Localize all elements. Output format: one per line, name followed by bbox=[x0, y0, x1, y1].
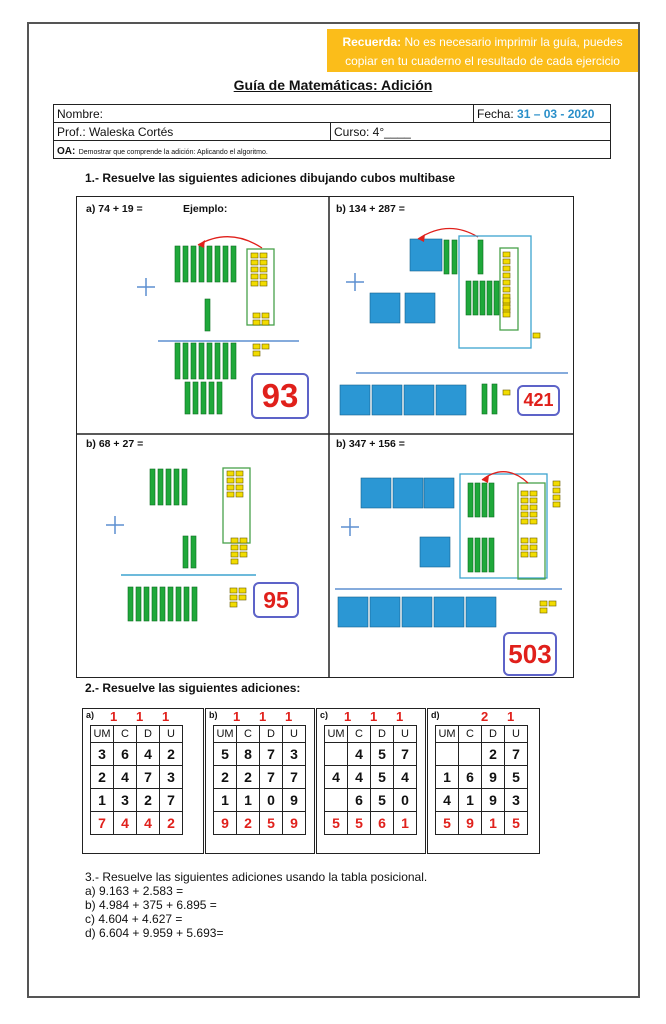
unit-cube bbox=[240, 552, 247, 557]
fecha-value: 31 – 03 - 2020 bbox=[517, 106, 595, 121]
digit-cell bbox=[325, 789, 348, 812]
ten-rod bbox=[201, 382, 206, 414]
unit-cube bbox=[540, 608, 547, 613]
ten-rod bbox=[489, 538, 494, 572]
digit-cell: 0 bbox=[260, 789, 283, 812]
ten-rod bbox=[482, 538, 487, 572]
hundred-flat bbox=[466, 597, 496, 627]
ten-rod bbox=[174, 469, 179, 505]
plus-sign-icon bbox=[346, 273, 364, 291]
ten-rod bbox=[136, 587, 141, 621]
place-value-table bbox=[213, 725, 306, 835]
digit-cell: 4 bbox=[325, 766, 348, 789]
ten-rod bbox=[185, 382, 190, 414]
unit-cube bbox=[530, 498, 537, 503]
unit-cube bbox=[260, 253, 267, 258]
reminder-bold: Recuerda: bbox=[342, 35, 402, 49]
carry-digit: 1 bbox=[370, 709, 378, 724]
hundred-flat bbox=[410, 239, 442, 271]
ten-rod bbox=[158, 469, 163, 505]
result-digit-cell: 2 bbox=[160, 812, 183, 835]
column-header: D bbox=[260, 726, 283, 743]
ten-rod bbox=[207, 246, 212, 282]
ten-rod bbox=[168, 587, 173, 621]
digit-cell: 3 bbox=[160, 766, 183, 789]
result-digit-cell: 1 bbox=[482, 812, 505, 835]
unit-cube bbox=[236, 471, 243, 476]
unit-cube bbox=[260, 281, 267, 286]
digit-cell: 7 bbox=[505, 743, 528, 766]
ten-rod bbox=[231, 246, 236, 282]
result-digit-cell: 4 bbox=[114, 812, 137, 835]
ten-rod bbox=[182, 469, 187, 505]
result-digit-cell: 2 bbox=[237, 812, 260, 835]
ten-rod bbox=[191, 343, 196, 379]
ten-rod bbox=[466, 281, 471, 315]
ten-rod bbox=[191, 246, 196, 282]
unit-cube bbox=[260, 267, 267, 272]
digit-cell: 4 bbox=[348, 743, 371, 766]
unit-cube bbox=[227, 471, 234, 476]
ten-rod bbox=[152, 587, 157, 621]
ten-rod bbox=[128, 587, 133, 621]
ten-rod bbox=[215, 343, 220, 379]
unit-cube bbox=[230, 595, 237, 600]
ten-rod bbox=[482, 384, 487, 414]
ten-rod bbox=[176, 587, 181, 621]
hundred-flat bbox=[424, 478, 454, 508]
unit-cube bbox=[251, 253, 258, 258]
unit-cube bbox=[240, 545, 247, 550]
ten-rod bbox=[468, 538, 473, 572]
unit-cube bbox=[503, 280, 510, 285]
reminder-text: No es necesario imprimir la guía, puedes copiar en tu cuaderno el resultado de cada ejercicio bbox=[345, 35, 623, 68]
digit-cell bbox=[436, 743, 459, 766]
plus-sign-icon bbox=[137, 278, 155, 296]
unit-cube bbox=[521, 498, 528, 503]
answer-a: 93 bbox=[251, 373, 309, 419]
carry-digit: 1 bbox=[233, 709, 241, 724]
digit-cell: 1 bbox=[237, 789, 260, 812]
unit-cube bbox=[503, 287, 510, 292]
hundred-flat bbox=[402, 597, 432, 627]
ten-rod bbox=[183, 246, 188, 282]
digit-cell bbox=[325, 743, 348, 766]
unit-cube bbox=[231, 559, 238, 564]
carry-digit: 2 bbox=[481, 709, 489, 724]
unit-cube bbox=[231, 545, 238, 550]
digit-cell: 2 bbox=[237, 766, 260, 789]
unit-cube bbox=[240, 538, 247, 543]
answer-d: 503 bbox=[503, 632, 557, 676]
column-header: D bbox=[137, 726, 160, 743]
fecha-label: Fecha: bbox=[477, 106, 514, 121]
unit-cube bbox=[253, 320, 260, 325]
ten-rod bbox=[475, 483, 480, 517]
unit-cube bbox=[530, 512, 537, 517]
digit-cell: 7 bbox=[260, 766, 283, 789]
ten-rod bbox=[217, 382, 222, 414]
unit-cube bbox=[239, 588, 246, 593]
digit-cell: 5 bbox=[371, 766, 394, 789]
unit-cube bbox=[262, 320, 269, 325]
unit-cube bbox=[553, 481, 560, 486]
unit-cube bbox=[503, 266, 510, 271]
hundred-flat bbox=[420, 537, 450, 567]
unit-cube bbox=[503, 298, 510, 303]
quad-a-example-label: Ejemplo: bbox=[183, 203, 228, 215]
unit-cube bbox=[503, 312, 510, 317]
unit-cube bbox=[239, 595, 246, 600]
digit-cell: 5 bbox=[214, 743, 237, 766]
unit-cube bbox=[227, 478, 234, 483]
regroup-arrow-icon bbox=[418, 228, 478, 239]
digit-cell: 3 bbox=[505, 789, 528, 812]
carry-digit: 1 bbox=[136, 709, 144, 724]
hundred-flat bbox=[404, 385, 434, 415]
curso-field: Curso: 4°____ bbox=[331, 123, 611, 141]
digit-cell: 3 bbox=[91, 743, 114, 766]
unit-cube bbox=[521, 491, 528, 496]
column-header: U bbox=[394, 726, 417, 743]
digit-cell: 4 bbox=[348, 766, 371, 789]
unit-cube bbox=[230, 602, 237, 607]
carry-digit: 1 bbox=[285, 709, 293, 724]
column-header: U bbox=[505, 726, 528, 743]
digit-cell: 5 bbox=[371, 789, 394, 812]
column-header: C bbox=[114, 726, 137, 743]
place-value-table bbox=[90, 725, 183, 835]
result-digit-cell: 6 bbox=[371, 812, 394, 835]
result-digit-cell: 7 bbox=[91, 812, 114, 835]
table-label: a) bbox=[86, 710, 95, 720]
ten-rod bbox=[175, 246, 180, 282]
digit-cell: 8 bbox=[237, 743, 260, 766]
unit-cube bbox=[253, 313, 260, 318]
digit-cell: 6 bbox=[114, 743, 137, 766]
unit-cube bbox=[521, 519, 528, 524]
unit-cube bbox=[530, 491, 537, 496]
unit-cube bbox=[521, 512, 528, 517]
ten-rod bbox=[184, 587, 189, 621]
unit-cube bbox=[251, 281, 258, 286]
hundred-flat bbox=[434, 597, 464, 627]
ten-rod bbox=[487, 281, 492, 315]
ten-rod bbox=[452, 240, 457, 274]
oa-text: Demostrar que comprende la adición: Aplicando el algoritmo. bbox=[78, 148, 268, 156]
unit-cube bbox=[230, 588, 237, 593]
section3-heading: 3.- Resuelve las siguientes adiciones usando la tabla posicional. bbox=[85, 870, 428, 884]
hundred-flat bbox=[340, 385, 370, 415]
column-header: C bbox=[348, 726, 371, 743]
result-digit-cell: 1 bbox=[394, 812, 417, 835]
unit-cube bbox=[503, 305, 510, 310]
digit-cell: 0 bbox=[394, 789, 417, 812]
unit-cube bbox=[521, 505, 528, 510]
ten-rod bbox=[205, 299, 210, 331]
unit-cube bbox=[236, 492, 243, 497]
section3-item-a: a) 9.163 + 2.583 = bbox=[85, 884, 184, 898]
ten-rod bbox=[494, 281, 499, 315]
ten-rod bbox=[223, 343, 228, 379]
unit-cube bbox=[503, 259, 510, 264]
digit-cell: 2 bbox=[160, 743, 183, 766]
digit-cell: 7 bbox=[394, 743, 417, 766]
result-digit-cell: 4 bbox=[137, 812, 160, 835]
unit-cube bbox=[530, 519, 537, 524]
column-header: UM bbox=[325, 726, 348, 743]
ten-rod bbox=[215, 246, 220, 282]
digit-cell: 1 bbox=[436, 766, 459, 789]
digit-cell: 1 bbox=[459, 789, 482, 812]
ten-rod bbox=[475, 538, 480, 572]
table-label: b) bbox=[209, 710, 218, 720]
digit-cell: 2 bbox=[137, 789, 160, 812]
ten-rod bbox=[199, 343, 204, 379]
hundred-flat bbox=[370, 293, 400, 323]
unit-cube bbox=[251, 274, 258, 279]
quad-a-label: a) 74 + 19 = bbox=[86, 203, 143, 215]
ten-rod bbox=[166, 469, 171, 505]
ten-rod bbox=[223, 246, 228, 282]
ten-rod bbox=[468, 483, 473, 517]
ten-rod bbox=[183, 343, 188, 379]
ten-rod bbox=[444, 240, 449, 274]
digit-cell: 3 bbox=[114, 789, 137, 812]
unit-cube bbox=[260, 274, 267, 279]
unit-cube bbox=[533, 333, 540, 338]
unit-cube bbox=[262, 313, 269, 318]
result-digit-cell: 5 bbox=[260, 812, 283, 835]
unit-cube bbox=[530, 505, 537, 510]
unit-cube bbox=[540, 601, 547, 606]
nombre-field: Nombre: bbox=[54, 105, 474, 123]
ten-rod bbox=[175, 343, 180, 379]
unit-cube bbox=[236, 485, 243, 490]
digit-cell: 7 bbox=[137, 766, 160, 789]
ten-rod bbox=[482, 483, 487, 517]
place-value-table bbox=[324, 725, 417, 835]
ten-rod bbox=[193, 382, 198, 414]
section3-item-b: b) 4.984 + 375 + 6.895 = bbox=[85, 898, 217, 912]
unit-cube bbox=[231, 538, 238, 543]
carry-digit: 1 bbox=[507, 709, 515, 724]
unit-cube bbox=[227, 492, 234, 497]
page-title: Guía de Matemáticas: Adición bbox=[233, 77, 433, 93]
unit-cube bbox=[260, 260, 267, 265]
digit-cell: 6 bbox=[348, 789, 371, 812]
digit-cell: 5 bbox=[505, 766, 528, 789]
carry-digit: 1 bbox=[162, 709, 170, 724]
column-header: D bbox=[482, 726, 505, 743]
carry-digit: 1 bbox=[344, 709, 352, 724]
unit-cube bbox=[530, 545, 537, 550]
ten-rod bbox=[160, 587, 165, 621]
column-header: C bbox=[459, 726, 482, 743]
digit-cell: 2 bbox=[482, 743, 505, 766]
carry-digit: 1 bbox=[396, 709, 404, 724]
unit-cube bbox=[503, 252, 510, 257]
column-header: U bbox=[283, 726, 306, 743]
digit-cell: 9 bbox=[283, 789, 306, 812]
digit-cell: 3 bbox=[283, 743, 306, 766]
unit-cube bbox=[503, 390, 510, 395]
ten-rod bbox=[150, 469, 155, 505]
ten-rod bbox=[207, 343, 212, 379]
column-header: UM bbox=[91, 726, 114, 743]
plus-sign-icon bbox=[341, 518, 359, 536]
place-value-table bbox=[435, 725, 528, 835]
hundred-flat bbox=[338, 597, 368, 627]
quad-b-label: b) 134 + 287 = bbox=[336, 203, 405, 215]
digit-cell bbox=[459, 743, 482, 766]
unit-cube bbox=[530, 538, 537, 543]
hundred-flat bbox=[436, 385, 466, 415]
digit-cell: 9 bbox=[482, 766, 505, 789]
hundred-flat bbox=[405, 293, 435, 323]
unit-cube bbox=[521, 552, 528, 557]
ten-rod bbox=[199, 246, 204, 282]
digit-cell: 4 bbox=[436, 789, 459, 812]
unit-cube bbox=[236, 478, 243, 483]
quad-c-label: b) 68 + 27 = bbox=[86, 438, 144, 450]
unit-cube bbox=[253, 344, 260, 349]
answer-b: 421 bbox=[517, 385, 560, 416]
result-digit-cell: 5 bbox=[348, 812, 371, 835]
ten-rod bbox=[192, 587, 197, 621]
result-digit-cell: 5 bbox=[325, 812, 348, 835]
ten-rod bbox=[480, 281, 485, 315]
unit-cube bbox=[227, 485, 234, 490]
section3-item-c: c) 4.604 + 4.627 = bbox=[85, 912, 183, 926]
unit-cube bbox=[503, 273, 510, 278]
digit-cell: 2 bbox=[91, 766, 114, 789]
unit-cube bbox=[262, 344, 269, 349]
unit-cube bbox=[521, 545, 528, 550]
digit-cell: 2 bbox=[214, 766, 237, 789]
digit-cell: 5 bbox=[371, 743, 394, 766]
section3 bbox=[85, 870, 427, 940]
table-label: d) bbox=[431, 710, 440, 720]
digit-cell: 1 bbox=[91, 789, 114, 812]
hundred-flat bbox=[372, 385, 402, 415]
unit-cube bbox=[530, 552, 537, 557]
digit-cell: 4 bbox=[394, 766, 417, 789]
table-label: c) bbox=[320, 710, 329, 720]
quad-d-label: b) 347 + 156 = bbox=[336, 438, 405, 450]
ten-rod bbox=[183, 536, 188, 568]
result-digit-cell: 5 bbox=[505, 812, 528, 835]
digit-cell: 7 bbox=[160, 789, 183, 812]
plus-sign-icon bbox=[106, 516, 124, 534]
unit-cube bbox=[251, 260, 258, 265]
digit-cell: 4 bbox=[137, 743, 160, 766]
ten-rod bbox=[144, 587, 149, 621]
prof-field: Prof.: Waleska Cortés bbox=[54, 123, 331, 141]
unit-cube bbox=[553, 495, 560, 500]
digit-cell: 6 bbox=[459, 766, 482, 789]
ten-rod bbox=[473, 281, 478, 315]
unit-cube bbox=[553, 488, 560, 493]
result-digit-cell: 9 bbox=[283, 812, 306, 835]
unit-cube bbox=[549, 601, 556, 606]
oa-label: OA: bbox=[57, 145, 76, 157]
section3-item-d: d) 6.604 + 9.959 + 5.693= bbox=[85, 926, 224, 940]
digit-cell: 9 bbox=[482, 789, 505, 812]
carry-digit: 1 bbox=[110, 709, 118, 724]
column-header: U bbox=[160, 726, 183, 743]
unit-cube bbox=[253, 351, 260, 356]
unit-cube bbox=[553, 502, 560, 507]
hundred-flat bbox=[361, 478, 391, 508]
column-header: C bbox=[237, 726, 260, 743]
section2-heading: 2.- Resuelve las siguientes adiciones: bbox=[85, 681, 301, 695]
section1-heading: 1.- Resuelve las siguientes adiciones dibujando cubos multibase bbox=[85, 171, 456, 185]
result-digit-cell: 5 bbox=[436, 812, 459, 835]
answer-c: 95 bbox=[253, 582, 299, 618]
digit-cell: 1 bbox=[214, 789, 237, 812]
regroup-box bbox=[518, 483, 545, 579]
ten-rod bbox=[478, 240, 483, 274]
unit-cube bbox=[521, 538, 528, 543]
ten-rod bbox=[231, 343, 236, 379]
column-header: D bbox=[371, 726, 394, 743]
digit-cell: 7 bbox=[283, 766, 306, 789]
column-header: UM bbox=[436, 726, 459, 743]
result-digit-cell: 9 bbox=[459, 812, 482, 835]
unit-cube bbox=[251, 267, 258, 272]
column-header: UM bbox=[214, 726, 237, 743]
digit-cell: 4 bbox=[114, 766, 137, 789]
ten-rod bbox=[191, 536, 196, 568]
unit-cube bbox=[231, 552, 238, 557]
hundred-flat bbox=[393, 478, 423, 508]
ten-rod bbox=[492, 384, 497, 414]
result-digit-cell: 9 bbox=[214, 812, 237, 835]
ten-rod bbox=[209, 382, 214, 414]
hundred-flat bbox=[370, 597, 400, 627]
carry-digit: 1 bbox=[259, 709, 267, 724]
ten-rod bbox=[489, 483, 494, 517]
digit-cell: 7 bbox=[260, 743, 283, 766]
